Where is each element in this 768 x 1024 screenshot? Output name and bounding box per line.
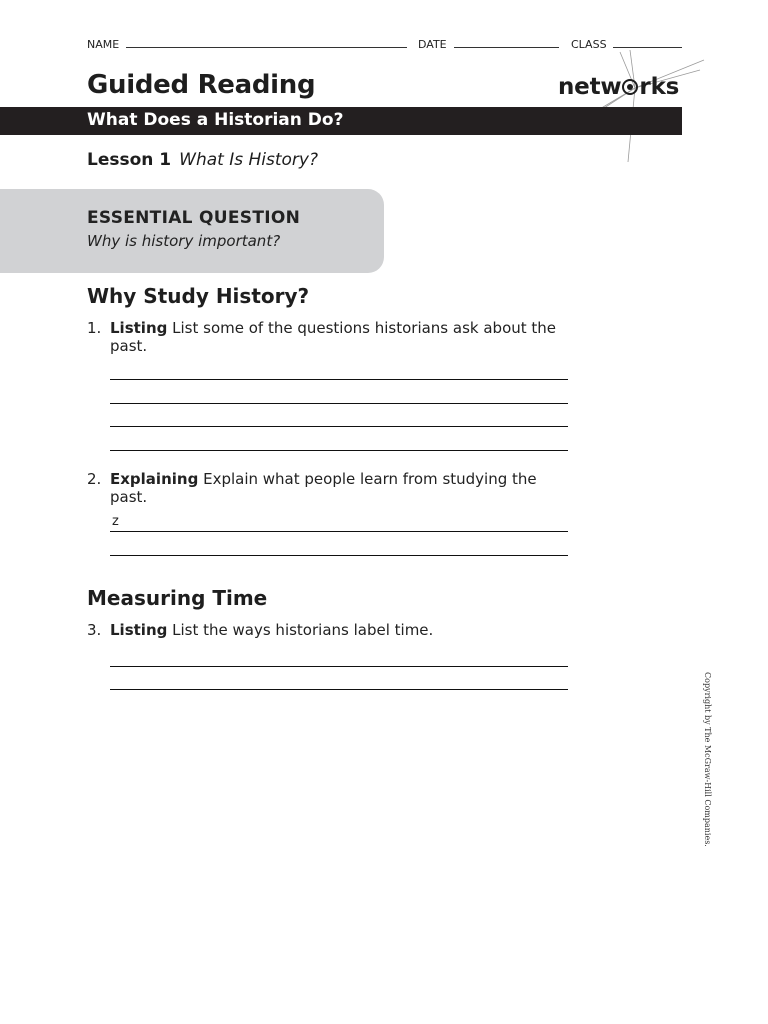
- answer-line[interactable]: [110, 450, 568, 451]
- networks-logo: netw rks: [558, 74, 680, 100]
- question-number: 1.: [87, 319, 102, 337]
- question-1: [87, 319, 557, 355]
- essential-question-heading: ESSENTIAL QUESTION: [87, 208, 301, 228]
- page-subtitle: What Does a Historian Do?: [87, 110, 344, 130]
- answer-line[interactable]: [110, 379, 568, 380]
- question-keyword: Listing: [110, 319, 168, 337]
- answer-line[interactable]: [110, 689, 568, 690]
- question-keyword: Listing: [110, 621, 168, 639]
- essential-question-text: Why is history important?: [87, 232, 281, 250]
- date-field[interactable]: [454, 47, 559, 48]
- lesson-title: What Is History?: [179, 150, 318, 170]
- question-keyword: Explaining: [110, 470, 199, 488]
- date-label: DATE: [418, 38, 447, 51]
- lesson-line: [87, 150, 318, 170]
- name-label: NAME: [87, 38, 120, 51]
- page-title: Guided Reading: [87, 70, 316, 100]
- question-text: Explain what people learn from studying the past.: [110, 470, 537, 506]
- question-3: [87, 621, 557, 639]
- copyright-notice: Copyright by The McGraw-Hill Companies.: [703, 672, 712, 847]
- lesson-label: Lesson 1: [87, 150, 172, 170]
- section-heading-why-study-history: Why Study History?: [87, 284, 310, 308]
- class-label: CLASS: [571, 38, 607, 51]
- subtitle-bar: [0, 107, 682, 135]
- question-text: List the ways historians label time.: [172, 621, 434, 639]
- question-text: List some of the questions historians ask about the past.: [110, 319, 557, 355]
- question-number: 3.: [87, 621, 102, 639]
- answer-line[interactable]: [110, 426, 568, 427]
- answer-line[interactable]: [110, 666, 568, 667]
- answer-line[interactable]: [110, 531, 568, 532]
- question-2: [87, 470, 557, 506]
- question-number: 2.: [87, 470, 102, 488]
- logo-globe-icon: [622, 79, 638, 95]
- essential-question-box: [0, 189, 384, 273]
- name-field[interactable]: [126, 47, 407, 48]
- answer-line[interactable]: [110, 555, 568, 556]
- class-field[interactable]: [613, 47, 682, 48]
- answer-line[interactable]: [110, 403, 568, 404]
- section-heading-measuring-time: Measuring Time: [87, 586, 268, 610]
- handwritten-answer: z: [112, 514, 119, 529]
